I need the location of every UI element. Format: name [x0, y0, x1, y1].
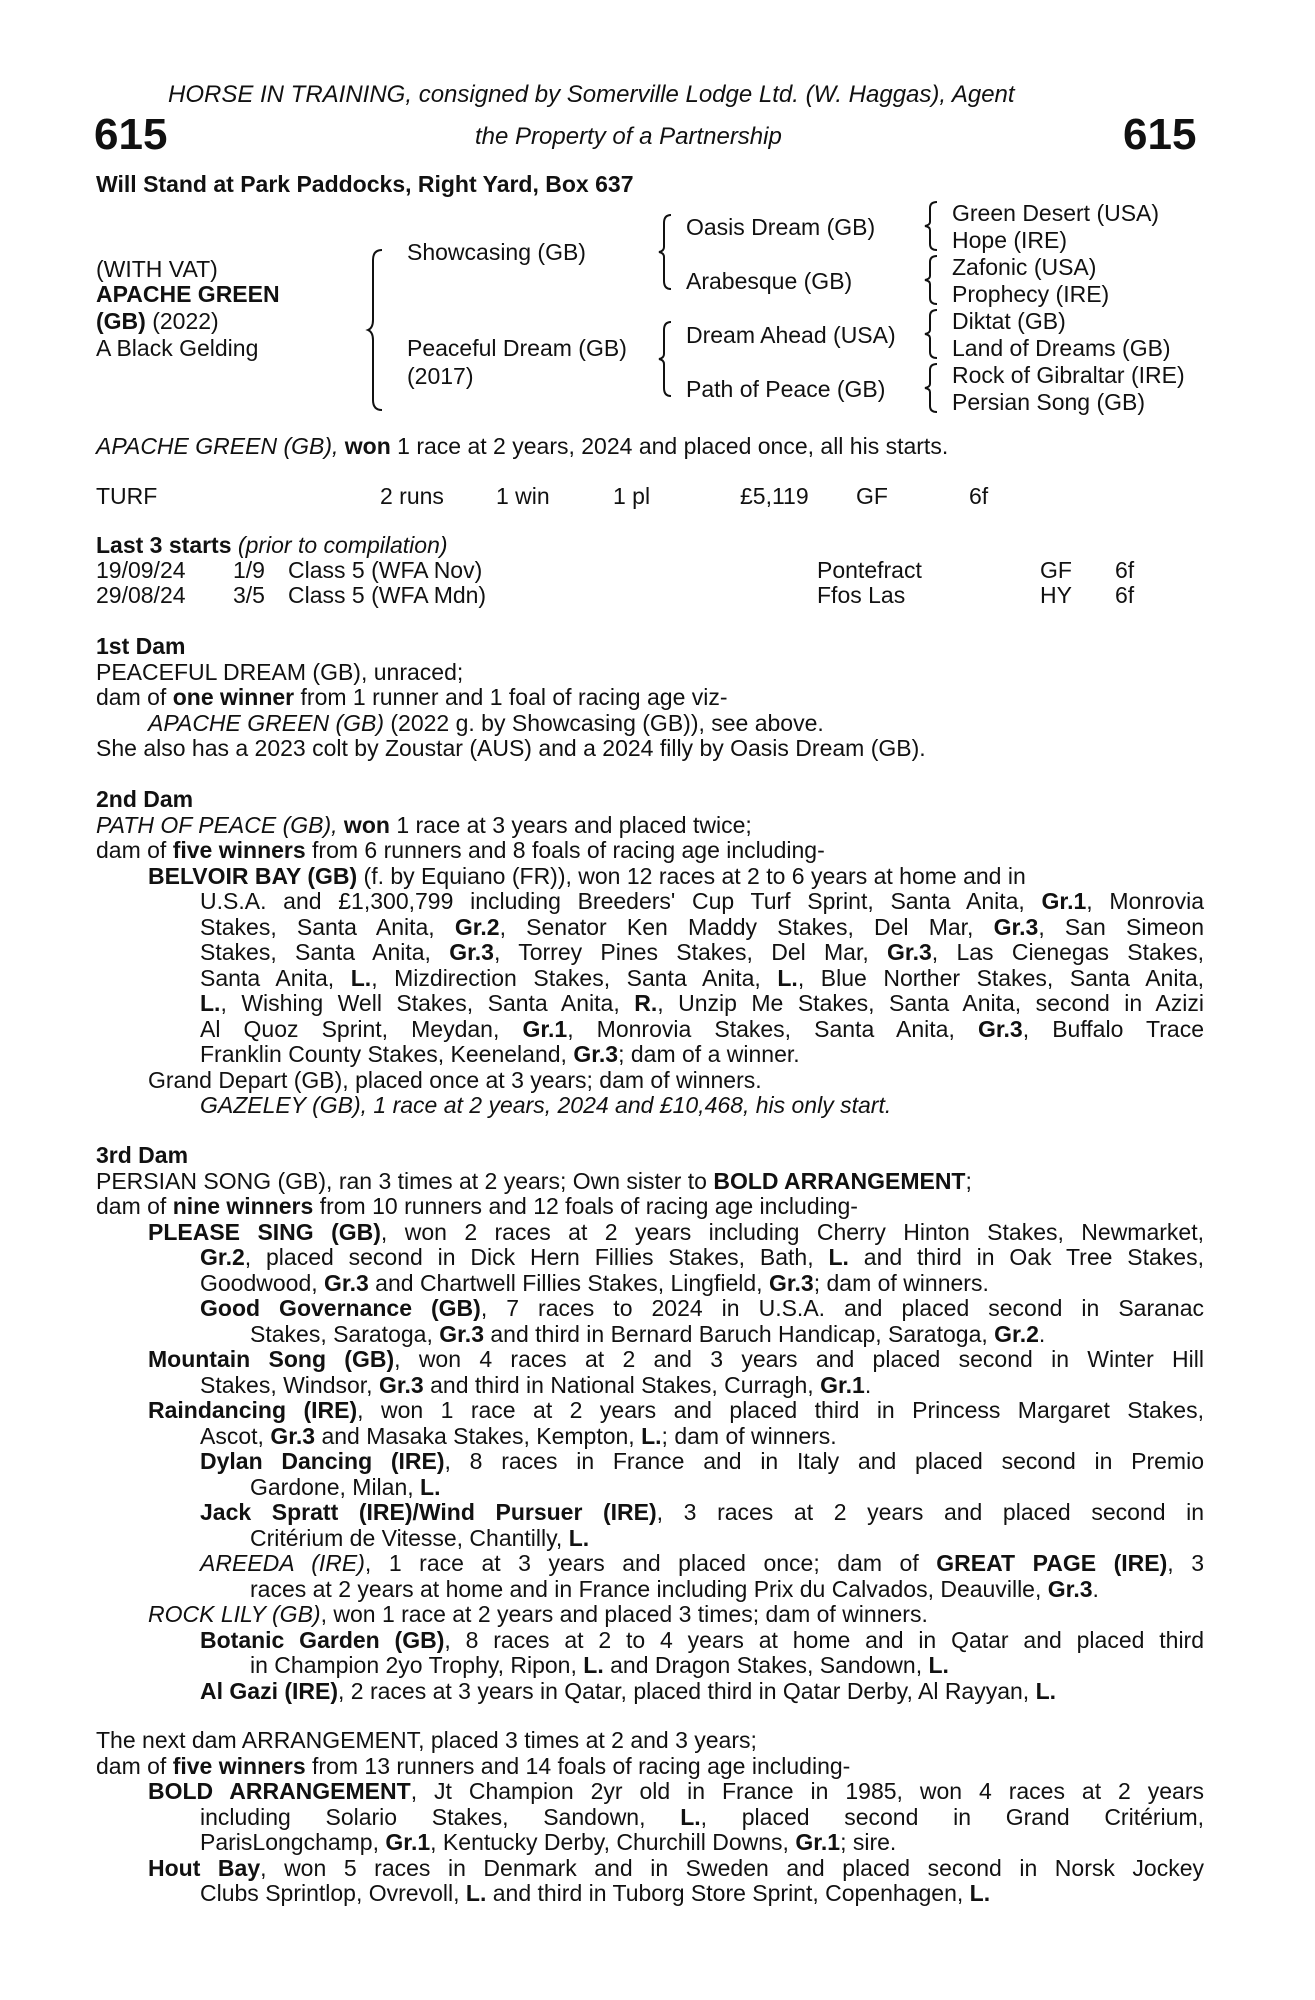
- pedigree-sire: Showcasing (GB): [407, 239, 586, 265]
- pedigree-brace-ds: [925, 310, 941, 358]
- section-heading: 2nd Dam: [96, 786, 194, 812]
- pedigree-sdd: Prophecy (IRE): [952, 281, 1110, 307]
- progeny-entry: Grand Depart (GB), placed once at 3 years; dam of winners.: [148, 1066, 762, 1093]
- pedigree-dam-dam: Path of Peace (GB): [686, 376, 886, 402]
- progeny-entry: Botanic Garden (GB), 8 races at 2 to 4 years at home and in Qatar and placed third: [200, 1626, 1205, 1653]
- lot-number-left: 615: [94, 110, 168, 159]
- progeny-entry: AREEDA (IRE), 1 race at 3 years and placed once; dam of GREAT PAGE (IRE), 3: [200, 1550, 1204, 1576]
- pedigree-ssd: Hope (IRE): [952, 227, 1068, 253]
- pedigree-dam-sire: Dream Ahead (USA): [686, 322, 896, 348]
- second-dam-section: 2nd Dam PATH OF PEACE (GB), won 1 race at 3 years and placed twice; dam of five winners from 6 runners and 8 foals of racing age including- BELVOIR BAY (GB) (f. by Equiano (FR)), won 12 races at 2 to 6 years at home and in U.S.A. and £1,300,799 including Breeders' Cup Turf Sprint, Santa Anita, Gr.1, Monrovia Stakes, Santa Anita, Gr.2, Senator Ken Maddy Stakes, Del Mar, Gr.3, San Simeon Stakes, Santa Anita, Gr.3, Torrey Pines Stakes, Del Mar, Gr.3, Las Cienegas Stakes, Santa Anita, L., Mizdirection Stakes, Santa Anita, L., Blue Norther Stakes, Santa Anita, L., Wishing Well Stakes, Santa Anita, R., Unzip Me Stakes, Santa Anita, second in Azizi Al Quoz Sprint, Meydan, Gr.1, Monrovia Stakes, Santa Anita, Gr.3, Buffalo Trace Franklin County Stakes, Keeneland, Gr.3; dam of a winner. Grand Depart (GB), placed once at 3 years; dam of winners. GAZELEY (GB), 1 race at 2 years, 2024 and £10,468, his only start.: [96, 786, 1205, 1118]
- last-starts-title: Last 3 starts (prior to compilation): [96, 532, 448, 558]
- pedigree-sire-sire: Oasis Dream (GB): [686, 214, 876, 240]
- section-heading: 1st Dam: [96, 633, 186, 659]
- pedigree-sss: Green Desert (USA): [952, 200, 1160, 226]
- progeny-entry: Hout Bay, won 5 races in Denmark and in Sweden and placed second in Norsk Jockey: [148, 1854, 1204, 1881]
- progeny-entry: ROCK LILY (GB), won 1 race at 2 years and placed 3 times; dam of winners.: [148, 1601, 928, 1627]
- pedigree-dsd: Land of Dreams (GB): [952, 335, 1171, 361]
- horse-origin: (GB) (2022): [96, 308, 219, 334]
- header-property: the Property of a Partnership: [475, 123, 782, 150]
- stats-earnings: £5,119: [740, 483, 809, 509]
- progeny-entry: BELVOIR BAY (GB) (f. by Equiano (FR)), won 12 races at 2 to 6 years at home and in: [148, 862, 1026, 889]
- next-dam-section: The next dam ARRANGEMENT, placed 3 times at 2 and 3 years; dam of five winners from 13 runners and 14 foals of racing age including- BOLD ARRANGEMENT, Jt Champion 2yr old in France in 1985, won 4 races at 2 years including Solario Stakes, Sandown, L., placed second in Grand Critérium, ParisLongchamp, Gr.1, Kentucky Derby, Churchill Downs, Gr.1; sire. Hout Bay, won 5 races in Denmark and in Sweden and placed second in Norsk Jockey Clubs Sprintlop, Ovrevoll, L. and third in Tuborg Store Sprint, Copenhagen, L.: [96, 1727, 1204, 1906]
- progeny-entry: Raindancing (IRE), won 1 race at 2 years and placed third in Princess Margaret Stakes,: [148, 1397, 1204, 1423]
- stats-wins: 1 win: [496, 483, 550, 509]
- progeny-entry: Dylan Dancing (IRE), 8 races in France and in Italy and placed second in Premio: [200, 1448, 1204, 1474]
- pedigree-brace-ss: [925, 202, 941, 250]
- pedigree-brace-sd: [925, 256, 941, 304]
- lot-number-right: 615: [1123, 110, 1197, 159]
- horse-description: A Black Gelding: [96, 335, 259, 361]
- pedigree-brace-sire: [659, 215, 675, 289]
- stabling-location: Will Stand at Park Paddocks, Right Yard, Box 637: [96, 171, 634, 197]
- progeny-entry: Mountain Song (GB), won 4 races at 2 and 3 years and placed second in Winter Hill: [148, 1346, 1204, 1372]
- header-consignor: HORSE IN TRAINING, consigned by Somerville Lodge Ltd. (W. Haggas), Agent: [168, 81, 1015, 108]
- stats-surface: TURF: [96, 483, 158, 509]
- progeny-entry: Al Gazi (IRE), 2 races at 3 years in Qatar, placed third in Qatar Derby, Al Rayyan, L.: [200, 1677, 1057, 1704]
- pedigree-sds: Zafonic (USA): [952, 254, 1097, 280]
- progeny-entry: Jack Spratt (IRE)/Wind Pursuer (IRE), 3 races at 2 years and placed second in: [200, 1499, 1204, 1525]
- stats-distance: 6f: [969, 483, 989, 509]
- progeny-entry: PLEASE SING (GB), won 2 races at 2 years including Cherry Hinton Stakes, Newmarket,: [148, 1218, 1204, 1245]
- catalogue-page: HORSE IN TRAINING, consigned by Somerville Lodge Ltd. (W. Haggas), Agent 615 the Property of a Partnership 615 Will Stand at Park Paddocks, Right Yard, Box 637 (WITH VAT) APACHE GREEN (GB) (2022) A Black Gelding Showcasing (GB) Peaceful Dream (GB) (2017) Oasis Dream (GB) Arabesque (GB) Dream Ahead (USA) Path of Peace (GB) Green Desert (USA) Hope (IRE) Zafonic (USA) Prophecy (IRE) Diktat (GB) Land of Dreams (GB) Rock of Gibraltar (IRE) Persian Song (GB) APACHE GREEN (GB), won 1 race at 2 years, 2024 and placed once, all his starts. TURF 2 runs 1 win 1 pl £5,119 GF 6f Last 3 starts (prior to compilation) 19/09/24 1/9 Class 5 (WFA Nov) Pontefract GF 6f 29/08/24 3/5 Class 5 (WFA Mdn) Ffos Las HY 6f 1st Dam PEACEFUL DREAM (GB), unraced; dam of one winner from 1 runner and 1 foal of racing age viz- APACHE GREEN (GB) (2022 g. by Showcasing (GB)), see above. She also has a 2023 colt by Zoustar (AUS) and a 2024 filly by Oasis Dream (GB). 2nd Dam PATH OF PEACE (GB), won 1 race at 3 years and placed twice; dam of five winners from 6 runners and 8 foals of racing age including- BELVOIR BAY (GB) (f. by Equiano (FR)), won 12 races at 2 to 6 years at home and in U.S.A. and £1,300,799 including Breeders' Cup Turf Sprint, Santa Anita, Gr.1, Monrovia Stakes, Santa Anita, Gr.2, Senator Ken Maddy Stakes, Del Mar, Gr.3, San Simeon Stakes, Santa Anita, Gr.3, Torrey Pines Stakes, Del Mar, Gr.3, Las Cienegas Stakes, Santa Anita, L., Mizdirection Stakes, Santa Anita, L., Blue Norther Stakes, Santa Anita, L., Wishing Well Stakes, Santa Anita, R., Unzip Me Stakes, Santa Anita, second in Azizi Al Quoz Sprint, Meydan, Gr.1, Monrovia Stakes, Santa Anita, Gr.3, Buffalo Trace Franklin County Stakes, Keeneland, Gr.3; dam of a winner. Grand Depart (GB), placed once at 3 years; dam of winners. GAZELEY (GB), 1 race at 2 years, 2024 and £10,468, his only start. 3rd Dam PERSIAN SONG (GB), ran 3 times at 2 years; Own sister to BOLD ARRANGEMENT; dam of nine winners from 10 runners and 12 foals of racing age including- PLEASE SING (GB), won 2 races at 2 years including Cherry Hinton Stakes, Newmarket, Gr.2, placed second in Dick Hern Fillies Stakes, Bath, L. and third in Oak Tree Stakes, Goodwood, Gr.3 and Chartwell Fillies Stakes, Lingfield, Gr.3; dam of winners. Good Governance (GB), 7 races to 2024 in U.S.A. and placed second in Saranac Stakes, Saratoga, Gr.3 and third in Bernard Baruch Handicap, Saratoga, Gr.2. Mountain Song (GB), won 4 races at 2 and 3 years and placed second in Winter Hill Stakes, Windsor, Gr.3 and third in National Stakes, Curragh, Gr.1. Raindancing (IRE), won 1 race at 2 years and placed third in Princess Margaret Stakes, Ascot, Gr.3 and Masaka Stakes, Kempton, L.; dam of winners. Dylan Dancing (IRE), 8 races in France and in Italy and placed second in Premio Gardone, Milan, L. Jack Spratt (IRE)/Wind Pursuer (IRE), 3 races at 2 years and placed second in Critérium de Vitesse, Chantilly, L. AREEDA (IRE), 1 race at 3 years and placed once; dam of GREAT PAGE (IRE), 3 races at 2 years at home and in France including Prix du Calvados, Deauville, Gr.3. ROCK LILY (GB), won 1 race at 2 years and placed 3 times; dam of winners. Botanic Garden (GB), 8 races at 2 to 4 years at home and in Qatar and placed third in Champion 2yo Trophy, Ripon, L. and Dragon Stakes, Sandown, L. Al Gazi (IRE), 2 races at 3 years in Qatar, placed third in Qatar Derby, Al Rayyan, L. The next dam ARRANGEMENT, placed 3 times at 2 and 3 years; dam of five winners from 13 runners and 14 foals of racing age including- BOLD ARRANGEMENT, Jt Champion 2yr old in France in 1985, won 4 races at 2 years including Solario Stakes, Sandown, L., placed second in Grand Critérium, ParisLongchamp, Gr.1, Kentucky Derby, Churchill Downs, Gr.1; sire. Hout Bay, won 5 races in Denmark and in Sweden and placed second in Norsk Jockey Clubs Sprintlop, Ovrevoll, L. and third in Tuborg Store Sprint, Copenhagen, L.: [94, 81, 1205, 1906]
- pedigree-dam: Peaceful Dream (GB): [407, 335, 627, 361]
- pedigree-brace-dam: [659, 322, 675, 396]
- pedigree-brace-main: [368, 250, 388, 410]
- third-dam-section: 3rd Dam PERSIAN SONG (GB), ran 3 times at 2 years; Own sister to BOLD ARRANGEMENT; dam of nine winners from 10 runners and 12 foals of racing age including- PLEASE SING (GB), won 2 races at 2 years including Cherry Hinton Stakes, Newmarket, Gr.2, placed second in Dick Hern Fillies Stakes, Bath, L. and third in Oak Tree Stakes, Goodwood, Gr.3 and Chartwell Fillies Stakes, Lingfield, Gr.3; dam of winners. Good Governance (GB), 7 races to 2024 in U.S.A. and placed second in Saranac Stakes, Saratoga, Gr.3 and third in Bernard Baruch Handicap, Saratoga, Gr.2. Mountain Song (GB), won 4 races at 2 and 3 years and placed second in Winter Hill Stakes, Windsor, Gr.3 and third in National Stakes, Curragh, Gr.1. Raindancing (IRE), won 1 race at 2 years and placed third in Princess Margaret Stakes, Ascot, Gr.3 and Masaka Stakes, Kempton, L.; dam of winners. Dylan Dancing (IRE), 8 races in France and in Italy and placed second in Premio Gardone, Milan, L. Jack Spratt (IRE)/Wind Pursuer (IRE), 3 races at 2 years and placed second in Critérium de Vitesse, Chantilly, L. AREEDA (IRE), 1 race at 3 years and placed once; dam of GREAT PAGE (IRE), 3 races at 2 years at home and in France including Prix du Calvados, Deauville, Gr.3. ROCK LILY (GB), won 1 race at 2 years and placed 3 times; dam of winners. Botanic Garden (GB), 8 races at 2 to 4 years at home and in Qatar and placed third in Champion 2yo Trophy, Ripon, L. and Dragon Stakes, Sandown, L. Al Gazi (IRE), 2 races at 3 years in Qatar, placed third in Qatar Derby, Al Rayyan, L.: [96, 1142, 1205, 1704]
- pedigree-ddd: Persian Song (GB): [952, 389, 1146, 415]
- pedigree-sire-dam: Arabesque (GB): [686, 268, 853, 294]
- pedigree-dam-year: (2017): [407, 363, 474, 389]
- stats-going: GF: [856, 483, 888, 509]
- race-summary: APACHE GREEN (GB), won 1 race at 2 years, 2024 and placed once, all his starts.: [96, 433, 949, 459]
- section-heading: 3rd Dam: [96, 1142, 189, 1168]
- stats-runs: 2 runs: [380, 483, 444, 509]
- pedigree-dds: Rock of Gibraltar (IRE): [952, 362, 1185, 388]
- first-dam-section: 1st Dam PEACEFUL DREAM (GB), unraced; dam of one winner from 1 runner and 1 foal of racing age viz- APACHE GREEN (GB) (2022 g. by Showcasing (GB)), see above. She also has a 2023 colt by Zoustar (AUS) and a 2024 filly by Oasis Dream (GB).: [96, 634, 1204, 762]
- vat-note: (WITH VAT): [96, 256, 218, 282]
- horse-name: APACHE GREEN: [96, 281, 280, 307]
- progeny-entry: BOLD ARRANGEMENT, Jt Champion 2yr old in France in 1985, won 4 races at 2 years: [148, 1778, 1204, 1804]
- progeny-entry: GAZELEY (GB), 1 race at 2 years, 2024 and £10,468, his only start.: [200, 1092, 892, 1118]
- progeny-entry: Good Governance (GB), 7 races to 2024 in U.S.A. and placed second in Saranac: [200, 1295, 1205, 1321]
- stats-places: 1 pl: [613, 483, 651, 509]
- pedigree-brace-dd: [925, 364, 941, 412]
- pedigree-dss: Diktat (GB): [952, 308, 1066, 334]
